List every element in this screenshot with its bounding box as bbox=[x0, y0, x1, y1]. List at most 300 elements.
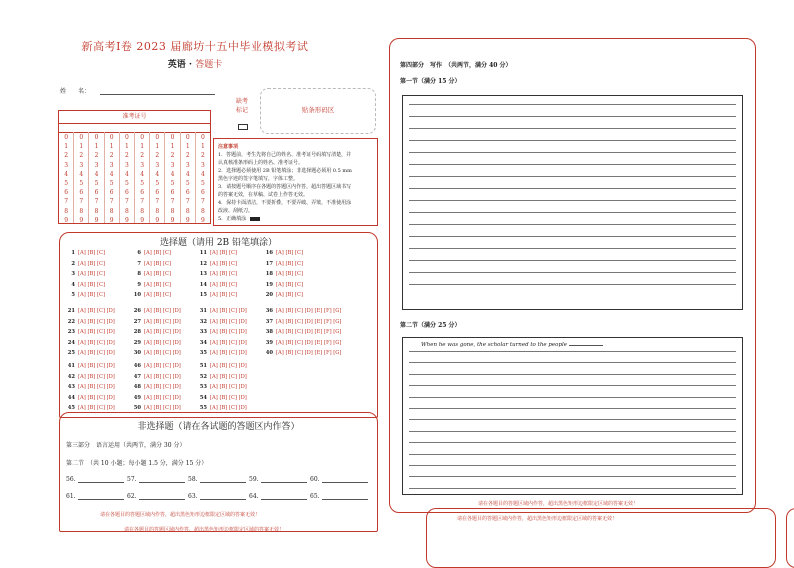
answer-row[interactable] bbox=[64, 405, 115, 411]
exam-digit-bubble[interactable]: 9 bbox=[109, 216, 114, 224]
answer-row[interactable] bbox=[196, 282, 237, 288]
exam-digit-bubble[interactable]: 8 bbox=[155, 207, 160, 215]
answer-row[interactable] bbox=[262, 340, 341, 346]
answer-options[interactable]: [A] [B] [C] [D] bbox=[78, 350, 115, 356]
exam-digit-bubble[interactable]: 8 bbox=[94, 207, 99, 215]
exam-digit-bubble[interactable]: 2 bbox=[170, 152, 175, 160]
ruled-line bbox=[409, 200, 736, 201]
question-number: 24 bbox=[67, 339, 75, 346]
answer-row[interactable] bbox=[130, 319, 181, 325]
answer-options[interactable]: [A] [B] [C] bbox=[78, 271, 105, 277]
answer-options[interactable]: [A] [B] [C] [D] bbox=[210, 329, 247, 335]
answer-row[interactable] bbox=[262, 261, 303, 267]
answer-options[interactable]: [A] [B] [C] [D] [E] [F] [G] bbox=[276, 339, 342, 346]
exam-digit-bubble[interactable]: 9 bbox=[79, 216, 84, 224]
answer-row[interactable] bbox=[130, 282, 171, 288]
answer-options[interactable]: [A] [B] [C] bbox=[210, 292, 237, 298]
writing-sec2-area[interactable] bbox=[402, 337, 743, 495]
blank-line[interactable] bbox=[200, 493, 246, 500]
exam-number-grid bbox=[58, 110, 211, 224]
question-number: 31 bbox=[199, 308, 207, 314]
exam-digit-bubble[interactable]: 2 bbox=[185, 152, 190, 160]
blank-item[interactable] bbox=[249, 476, 307, 483]
exam-digit-bubble[interactable]: 2 bbox=[125, 152, 129, 160]
exam-digit-bubble[interactable]: 6 bbox=[79, 189, 84, 197]
exam-digit-bubble[interactable]: 6 bbox=[94, 189, 99, 197]
answer-options[interactable]: [A] [B] [C] [D] bbox=[210, 339, 247, 346]
answer-options[interactable]: [A] [B] [C] bbox=[210, 250, 237, 256]
answer-options[interactable]: [A] [B] [C] [D] bbox=[210, 308, 247, 314]
answer-row[interactable] bbox=[130, 261, 171, 267]
exam-digit-bubble[interactable]: 6 bbox=[185, 189, 190, 197]
answer-row[interactable] bbox=[196, 405, 247, 411]
answer-options[interactable]: [A] [B] [C] [D] bbox=[78, 394, 115, 401]
exam-digit-bubble[interactable]: 3 bbox=[140, 161, 145, 169]
blank-number: 65. bbox=[310, 493, 320, 500]
answer-options[interactable]: [A] [B] [C] [D] bbox=[78, 373, 115, 380]
question-number: 42 bbox=[67, 373, 75, 380]
exam-digit-bubble[interactable]: 5 bbox=[140, 180, 145, 188]
exam-digit-bubble[interactable]: 5 bbox=[155, 180, 160, 188]
answer-row[interactable] bbox=[196, 329, 247, 335]
ruled-line bbox=[409, 236, 736, 237]
exam-digit-bubble[interactable]: 2 bbox=[94, 152, 99, 160]
exam-number-column bbox=[165, 132, 180, 223]
blank-item[interactable] bbox=[188, 493, 246, 500]
ruled-line bbox=[409, 284, 736, 285]
blank-line[interactable] bbox=[78, 476, 124, 483]
exam-digit-bubble[interactable]: 8 bbox=[79, 207, 84, 215]
answer-options[interactable]: [A] [B] [C] bbox=[276, 250, 303, 256]
answer-row[interactable] bbox=[130, 363, 181, 369]
exam-digit-bubble[interactable]: 0 bbox=[109, 134, 114, 141]
answer-options[interactable]: [A] [B] [C] bbox=[78, 260, 105, 267]
exam-digit-bubble[interactable]: 3 bbox=[185, 161, 190, 169]
answer-row[interactable] bbox=[196, 292, 237, 298]
answer-options[interactable]: [A] [B] [C] bbox=[276, 260, 303, 267]
answer-options[interactable]: [A] [B] [C] bbox=[144, 250, 171, 256]
answer-row[interactable] bbox=[130, 329, 181, 335]
question-number: 17 bbox=[265, 260, 273, 267]
exam-digit-bubble[interactable]: 2 bbox=[155, 152, 160, 160]
ruled-line bbox=[409, 224, 736, 225]
answer-options[interactable]: [A] [B] [C] [D] bbox=[210, 350, 247, 356]
answer-options[interactable]: [A] [B] [C] bbox=[210, 281, 237, 288]
ruled-line bbox=[409, 128, 736, 129]
choice-section bbox=[59, 232, 378, 418]
answer-row[interactable] bbox=[196, 308, 247, 314]
blank-line[interactable] bbox=[139, 493, 185, 500]
answer-options[interactable]: [A] [B] [C] [D] bbox=[210, 363, 247, 369]
answer-row[interactable] bbox=[64, 384, 115, 390]
exam-digit-bubble[interactable]: 3 bbox=[201, 161, 205, 169]
exam-digit-bubble[interactable]: 9 bbox=[185, 216, 190, 224]
blank-line[interactable] bbox=[261, 493, 307, 500]
answer-row[interactable] bbox=[196, 363, 247, 369]
question-number: 25 bbox=[67, 350, 75, 356]
exam-digit-bubble[interactable]: 5 bbox=[185, 180, 190, 188]
question-number: 49 bbox=[133, 394, 141, 401]
exam-digit-bubble[interactable]: 7 bbox=[185, 198, 190, 206]
exam-digit-bubble[interactable]: 7 bbox=[94, 198, 99, 206]
answer-row[interactable] bbox=[64, 350, 115, 356]
exam-digit-bubble[interactable]: 1 bbox=[170, 143, 175, 151]
exam-digit-bubble[interactable]: 1 bbox=[140, 143, 145, 151]
answer-options[interactable]: [A] [B] [C] bbox=[276, 271, 303, 277]
answer-row[interactable] bbox=[64, 261, 105, 267]
exam-digit-bubble[interactable]: 7 bbox=[170, 198, 175, 206]
exam-number-column bbox=[105, 132, 120, 223]
exam-digit-bubble[interactable]: 4 bbox=[185, 170, 190, 178]
question-number: 47 bbox=[133, 373, 141, 380]
exam-digit-bubble[interactable]: 7 bbox=[64, 198, 69, 206]
exam-digit-bubble[interactable]: 6 bbox=[125, 189, 129, 197]
exam-digit-bubble[interactable]: 3 bbox=[170, 161, 175, 169]
blank-item[interactable] bbox=[310, 493, 368, 500]
exam-digit-bubble[interactable]: 7 bbox=[140, 198, 145, 206]
exam-digit-bubble[interactable]: 9 bbox=[94, 216, 99, 224]
answer-row[interactable] bbox=[262, 271, 303, 277]
ruled-line bbox=[409, 212, 736, 213]
exam-digit-bubble[interactable]: 5 bbox=[109, 180, 114, 188]
answer-options[interactable]: [A] [B] [C] bbox=[276, 292, 303, 298]
blank-item[interactable] bbox=[66, 476, 124, 483]
ruled-line bbox=[409, 374, 736, 375]
exam-digit-bubble[interactable]: 2 bbox=[201, 152, 205, 160]
ruled-line bbox=[409, 260, 736, 261]
answer-row[interactable] bbox=[64, 329, 115, 335]
answer-row[interactable] bbox=[196, 261, 237, 267]
exam-digit-bubble[interactable]: 6 bbox=[201, 189, 205, 197]
answer-row[interactable] bbox=[196, 350, 247, 356]
exam-digit-bubble[interactable]: 1 bbox=[155, 143, 160, 151]
exam-digit-bubble[interactable]: 8 bbox=[64, 207, 69, 215]
answer-row[interactable] bbox=[130, 395, 181, 401]
exam-digit-bubble[interactable]: 0 bbox=[94, 134, 99, 141]
exam-digit-bubble[interactable]: 2 bbox=[64, 152, 69, 160]
exam-digit-bubble[interactable]: 9 bbox=[140, 216, 145, 224]
answer-row[interactable] bbox=[64, 395, 115, 401]
blank-line[interactable] bbox=[139, 476, 185, 483]
answer-row[interactable] bbox=[130, 405, 181, 411]
answer-options[interactable]: [A] [B] [C] bbox=[276, 281, 303, 288]
card-subtitle bbox=[0, 57, 390, 70]
exam-digit-bubble[interactable]: 5 bbox=[64, 180, 69, 188]
answer-row[interactable] bbox=[196, 250, 237, 256]
writing-sec1-area[interactable] bbox=[402, 95, 743, 310]
exam-digit-bubble[interactable]: 6 bbox=[170, 189, 175, 197]
exam-digit-bubble[interactable]: 2 bbox=[109, 152, 114, 160]
exam-digit-bubble[interactable]: 3 bbox=[125, 161, 129, 169]
exam-digit-bubble[interactable]: 0 bbox=[64, 134, 69, 141]
question-number: 6 bbox=[137, 250, 141, 256]
card-label: 答题卡 bbox=[195, 60, 223, 70]
blank-line[interactable] bbox=[261, 476, 307, 483]
exam-digit-bubble[interactable]: 9 bbox=[170, 216, 175, 224]
answer-options[interactable]: [A] [B] [C] bbox=[78, 281, 105, 288]
exam-digit-bubble[interactable]: 0 bbox=[201, 134, 205, 141]
answer-options[interactable]: [A] [B] [C] [D] bbox=[210, 318, 247, 325]
ruled-line bbox=[409, 431, 736, 432]
ruled-line bbox=[409, 442, 736, 443]
answer-row[interactable] bbox=[196, 271, 237, 277]
answer-row[interactable] bbox=[64, 319, 115, 325]
question-number: 2 bbox=[71, 260, 75, 267]
blank-item[interactable] bbox=[66, 493, 124, 500]
answer-row[interactable] bbox=[262, 292, 303, 298]
answer-options[interactable]: [A] [B] [C] [D] bbox=[144, 405, 181, 411]
blank-line[interactable] bbox=[322, 476, 368, 483]
answer-options[interactable]: [A] [B] [C] [D] bbox=[78, 318, 115, 325]
question-number: 37 bbox=[265, 318, 273, 325]
answer-row[interactable] bbox=[262, 350, 341, 356]
answer-row[interactable] bbox=[130, 340, 181, 346]
answer-options[interactable]: [A] [B] [C] bbox=[210, 271, 237, 277]
ruled-line bbox=[409, 419, 736, 420]
answer-options[interactable]: [A] [B] [C] [D] bbox=[144, 308, 181, 314]
exam-digit-bubble[interactable]: 0 bbox=[185, 134, 190, 141]
answer-row[interactable] bbox=[196, 340, 247, 346]
exam-digit-bubble[interactable]: 8 bbox=[185, 207, 190, 215]
exam-digit-bubble[interactable]: 9 bbox=[155, 216, 160, 224]
exam-digit-bubble[interactable]: 4 bbox=[140, 170, 145, 178]
exam-digit-bubble[interactable]: 0 bbox=[155, 134, 160, 141]
writing-section bbox=[389, 38, 756, 513]
question-number: 4 bbox=[71, 281, 75, 288]
question-number: 7 bbox=[137, 260, 141, 267]
answer-row[interactable] bbox=[262, 329, 341, 335]
blank-number: 62. bbox=[127, 493, 137, 500]
answer-row[interactable] bbox=[262, 319, 341, 325]
answer-options[interactable]: [A] [B] [C] [D] bbox=[78, 384, 115, 390]
answer-options[interactable]: [A] [B] [C] bbox=[144, 281, 171, 288]
ruled-line bbox=[409, 248, 736, 249]
exam-digit-bubble[interactable]: 7 bbox=[109, 198, 114, 206]
question-number: 35 bbox=[199, 350, 207, 356]
exam-digit-bubble[interactable]: 4 bbox=[201, 170, 205, 178]
exam-digit-bubble[interactable]: 3 bbox=[155, 161, 160, 169]
exam-digit-bubble[interactable]: 3 bbox=[79, 161, 84, 169]
answer-options[interactable]: [A] [B] [C] [D] bbox=[210, 405, 247, 411]
exam-digit-bubble[interactable]: 9 bbox=[201, 216, 205, 224]
name-row bbox=[60, 86, 215, 95]
exam-digit-bubble[interactable]: 1 bbox=[185, 143, 190, 151]
blank-item[interactable] bbox=[188, 476, 246, 483]
question-number: 32 bbox=[199, 318, 207, 325]
ruled-line bbox=[409, 465, 736, 466]
exam-digit-bubble[interactable]: 7 bbox=[125, 198, 129, 206]
answer-options[interactable]: [A] [B] [C] [D] bbox=[144, 373, 181, 380]
answer-options[interactable]: [A] [B] [C] [D] bbox=[78, 363, 115, 369]
exam-number-column bbox=[150, 132, 165, 223]
answer-row[interactable] bbox=[196, 374, 247, 380]
writing-sec2-title: 第二节（满分 25 分） bbox=[400, 322, 461, 329]
ruled-line bbox=[409, 104, 736, 105]
exam-digit-bubble[interactable]: 5 bbox=[79, 180, 84, 188]
answer-row[interactable] bbox=[262, 250, 303, 256]
answer-row[interactable] bbox=[130, 308, 181, 314]
question-number: 33 bbox=[199, 329, 207, 335]
question-number: 9 bbox=[137, 281, 141, 288]
answer-row[interactable] bbox=[196, 384, 247, 390]
answer-options[interactable]: [A] [B] [C] bbox=[144, 260, 171, 267]
blank-line[interactable] bbox=[200, 476, 246, 483]
answer-options[interactable]: [A] [B] [C] [D] bbox=[144, 394, 181, 401]
exam-digit-bubble[interactable]: 9 bbox=[64, 216, 69, 224]
answer-options[interactable]: [A] [B] [C] [D] bbox=[210, 394, 247, 401]
exam-digit-bubble[interactable]: 0 bbox=[79, 134, 84, 141]
answer-row[interactable] bbox=[130, 271, 171, 277]
exam-number-column bbox=[59, 132, 74, 223]
blank-item[interactable] bbox=[249, 493, 307, 500]
answer-options[interactable]: [A] [B] [C] [D] bbox=[144, 339, 181, 346]
blank-number: 57. bbox=[127, 476, 137, 483]
answer-options[interactable]: [A] [B] [C] [D] bbox=[144, 350, 181, 356]
exam-digit-bubble[interactable]: 6 bbox=[140, 189, 145, 197]
answer-options[interactable]: [A] [B] [C] [D] bbox=[78, 405, 115, 411]
question-number: 30 bbox=[133, 350, 141, 356]
answer-options[interactable]: [A] [B] [C] [D] [E] [F] [G] bbox=[276, 318, 342, 325]
exam-digit-bubble[interactable]: 4 bbox=[155, 170, 160, 178]
answer-row[interactable] bbox=[64, 340, 115, 346]
exam-digit-bubble[interactable]: 1 bbox=[109, 143, 114, 151]
blank-item[interactable] bbox=[127, 493, 185, 500]
answer-options[interactable]: [A] [B] [C] [D] bbox=[144, 318, 181, 325]
exam-digit-bubble[interactable]: 8 bbox=[170, 207, 175, 215]
part4-title: 第四部分 写作 （共两节，满分 40 分） bbox=[400, 62, 512, 69]
ruled-line bbox=[409, 385, 736, 386]
writing-sec1-title: 第一节（满分 15 分） bbox=[400, 78, 461, 85]
exam-digit-bubble[interactable]: 3 bbox=[64, 161, 69, 169]
answer-options[interactable]: [A] [B] [C] [D] bbox=[78, 339, 115, 346]
answer-options[interactable]: [A] [B] [C] [D] bbox=[144, 363, 181, 369]
exam-digit-bubble[interactable]: 8 bbox=[109, 207, 114, 215]
question-number: 10 bbox=[133, 292, 141, 298]
question-number: 48 bbox=[133, 384, 141, 390]
answer-options[interactable]: [A] [B] [C] bbox=[78, 292, 105, 298]
exam-digit-bubble[interactable]: 4 bbox=[125, 170, 129, 178]
answer-options[interactable]: [A] [B] [C] [D] bbox=[144, 384, 181, 390]
answer-options[interactable]: [A] [B] [C] [D] [E] [F] [G] bbox=[276, 350, 342, 356]
question-number: 28 bbox=[133, 329, 141, 335]
continuation-prompt-text: When he was gone, the scholar turned to the people bbox=[421, 342, 567, 348]
name-field[interactable] bbox=[100, 87, 215, 95]
exam-digit-bubble[interactable]: 4 bbox=[170, 170, 175, 178]
blank-number: 60. bbox=[310, 476, 320, 483]
notes-content bbox=[218, 143, 374, 223]
answer-row[interactable] bbox=[196, 319, 247, 325]
exam-digit-bubble[interactable]: 1 bbox=[64, 143, 69, 151]
answer-row[interactable] bbox=[130, 350, 181, 356]
exam-digit-bubble[interactable]: 3 bbox=[94, 161, 99, 169]
exam-digit-bubble[interactable]: 6 bbox=[109, 189, 114, 197]
question-number: 14 bbox=[199, 281, 207, 288]
answer-options[interactable]: [A] [B] [C] bbox=[78, 250, 105, 256]
exam-digit-bubble[interactable]: 4 bbox=[109, 170, 114, 178]
exam-digit-bubble[interactable]: 2 bbox=[140, 152, 145, 160]
answer-options[interactable]: [A] [B] [C] bbox=[144, 292, 171, 298]
question-number: 23 bbox=[67, 329, 75, 335]
answer-options[interactable]: [A] [B] [C] bbox=[210, 260, 237, 267]
answer-row[interactable] bbox=[64, 292, 105, 298]
exam-number-bubbles bbox=[59, 132, 210, 223]
exam-digit-bubble[interactable]: 5 bbox=[201, 180, 205, 188]
answer-row[interactable] bbox=[64, 374, 115, 380]
exam-digit-bubble[interactable]: 7 bbox=[155, 198, 160, 206]
exam-digit-bubble[interactable]: 5 bbox=[125, 180, 129, 188]
answer-row[interactable] bbox=[262, 282, 303, 288]
answer-row[interactable] bbox=[130, 292, 171, 298]
question-number: 55 bbox=[199, 405, 207, 411]
answer-options[interactable]: [A] [B] [C] [D] bbox=[78, 308, 115, 314]
exam-digit-bubble[interactable]: 3 bbox=[109, 161, 114, 169]
question-number: 1 bbox=[71, 250, 75, 256]
question-number: 26 bbox=[133, 308, 141, 314]
blank-item[interactable] bbox=[310, 476, 368, 483]
ruled-line bbox=[409, 164, 736, 165]
answer-row[interactable] bbox=[262, 308, 341, 314]
exam-digit-bubble[interactable]: 9 bbox=[125, 216, 129, 224]
answer-options[interactable]: [A] [B] [C] bbox=[144, 271, 171, 277]
exam-digit-bubble[interactable]: 1 bbox=[201, 143, 205, 151]
exam-digit-bubble[interactable]: 6 bbox=[64, 189, 69, 197]
barcode-area bbox=[260, 88, 376, 134]
answer-options[interactable]: [A] [B] [C] [D] bbox=[144, 329, 181, 335]
answer-row[interactable] bbox=[130, 250, 171, 256]
answer-row[interactable] bbox=[64, 271, 105, 277]
answer-options[interactable]: [A] [B] [C] [D] bbox=[210, 384, 247, 390]
answer-row[interactable] bbox=[64, 250, 105, 256]
blank-line[interactable] bbox=[78, 493, 124, 500]
exam-digit-bubble[interactable]: 4 bbox=[64, 170, 69, 178]
answer-options[interactable]: [A] [B] [C] [D] bbox=[210, 373, 247, 380]
footer-warning-left: 请在各题目的答题区域内作答，超出黑色矩形边框限定区域的答案无效！ bbox=[124, 527, 285, 533]
blank-item[interactable] bbox=[127, 476, 185, 483]
answer-row[interactable] bbox=[130, 384, 181, 390]
exam-digit-bubble[interactable]: 0 bbox=[140, 134, 145, 141]
answer-row[interactable] bbox=[64, 363, 115, 369]
nonchoice-warning: 请在各题目的答题区域内作答，超出黑色矩形边框限定区域的答案无效！ bbox=[100, 512, 261, 518]
exam-digit-bubble[interactable]: 8 bbox=[201, 207, 205, 215]
exam-digit-bubble[interactable]: 1 bbox=[125, 143, 129, 151]
answer-row[interactable] bbox=[64, 282, 105, 288]
answer-options[interactable]: [A] [B] [C] [D] [E] [F] [G] bbox=[276, 308, 342, 314]
exam-digit-bubble[interactable]: 2 bbox=[79, 152, 84, 160]
question-number: 12 bbox=[199, 260, 207, 267]
answer-options[interactable]: [A] [B] [C] [D] [E] [F] [G] bbox=[276, 329, 342, 335]
answer-row[interactable] bbox=[64, 308, 115, 314]
blank-line[interactable] bbox=[322, 493, 368, 500]
exam-digit-bubble[interactable]: 8 bbox=[140, 207, 145, 215]
exam-digit-bubble[interactable]: 0 bbox=[170, 134, 175, 141]
exam-digit-bubble[interactable]: 5 bbox=[170, 180, 175, 188]
exam-digit-bubble[interactable]: 4 bbox=[94, 170, 99, 178]
exam-digit-bubble[interactable]: 6 bbox=[155, 189, 160, 197]
answer-options[interactable]: [A] [B] [C] [D] bbox=[78, 329, 115, 335]
exam-digit-bubble[interactable]: 7 bbox=[201, 198, 205, 206]
absent-checkbox[interactable] bbox=[238, 124, 248, 130]
answer-row[interactable] bbox=[196, 395, 247, 401]
exam-digit-bubble[interactable]: 8 bbox=[125, 207, 129, 215]
exam-digit-bubble[interactable]: 1 bbox=[79, 143, 84, 151]
exam-digit-bubble[interactable]: 4 bbox=[79, 170, 84, 178]
exam-digit-bubble[interactable]: 5 bbox=[94, 180, 99, 188]
exam-digit-bubble[interactable]: 0 bbox=[125, 134, 129, 141]
exam-digit-bubble[interactable]: 7 bbox=[79, 198, 84, 206]
answer-row[interactable] bbox=[130, 374, 181, 380]
exam-number-column bbox=[120, 132, 135, 223]
exam-digit-bubble[interactable]: 1 bbox=[94, 143, 99, 151]
